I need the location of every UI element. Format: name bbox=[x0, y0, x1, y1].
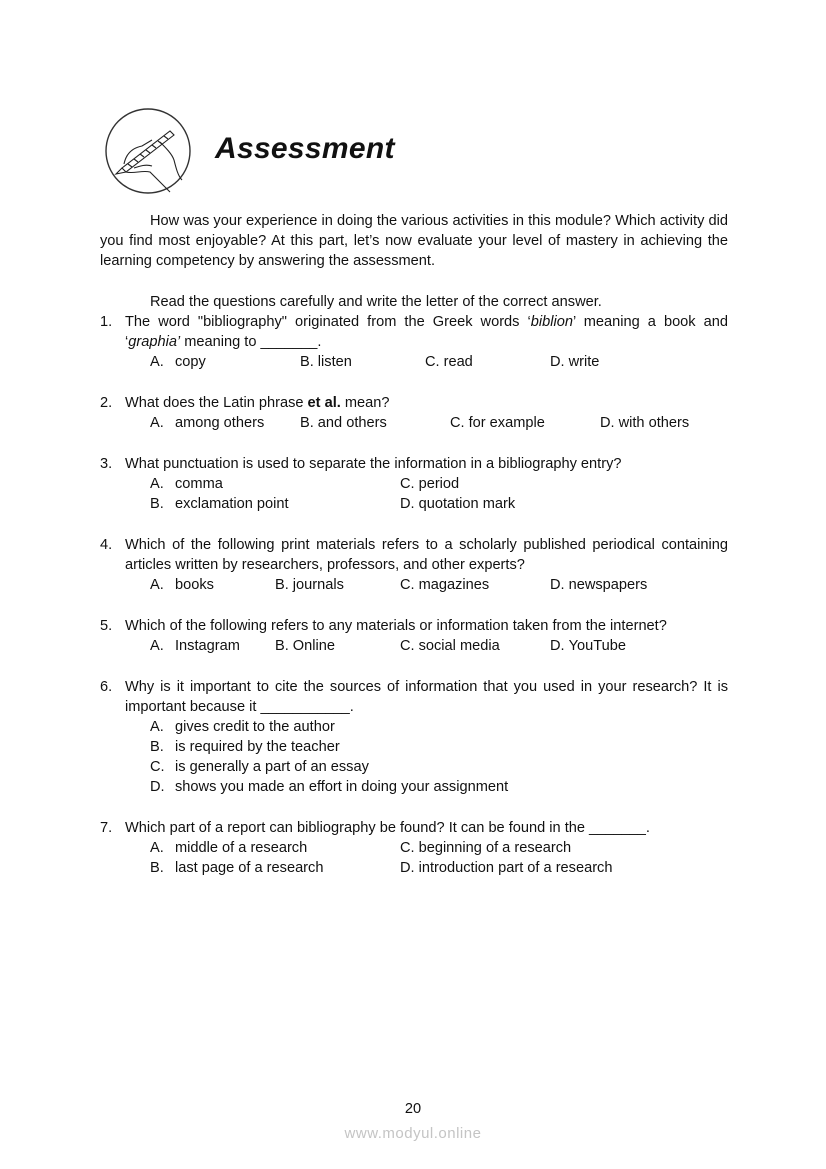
question-number: 7. bbox=[100, 820, 113, 836]
option-d: D. shows you made an effort in doing your assignment bbox=[150, 779, 509, 795]
question-number: 2. bbox=[100, 395, 113, 411]
question-2 bbox=[100, 393, 728, 433]
options-row bbox=[100, 636, 728, 656]
question-stem: What punctuation is used to separate the information in a bibliography entry? bbox=[125, 456, 622, 472]
intro-paragraph bbox=[100, 211, 728, 271]
question-stem: Which of the following refers to any materials or information taken from the internet? bbox=[125, 618, 667, 634]
question-stem: Why is it important to cite the sources of information that you used in your research? It is important because it ___________. bbox=[125, 679, 728, 715]
option-a: A. among others bbox=[150, 415, 265, 431]
option-b: B. is required by the teacher bbox=[150, 739, 340, 755]
option-d: D. YouTube bbox=[550, 638, 626, 654]
options-row bbox=[100, 352, 728, 372]
question-1 bbox=[100, 312, 728, 372]
option-d: D. introduction part of a research bbox=[400, 860, 613, 876]
instruction-text: Read the questions carefully and write the letter of the correct answer. bbox=[150, 294, 602, 310]
options-row bbox=[100, 494, 728, 514]
option-c: C. read bbox=[425, 354, 473, 370]
option-c: C. magazines bbox=[400, 577, 490, 593]
option-a: A. books bbox=[150, 577, 214, 593]
question-stem: Which of the following print materials refers to a scholarly published periodical containing articles written by researchers, professors, and other experts? bbox=[125, 537, 728, 573]
question-number: 5. bbox=[100, 618, 113, 634]
options-row bbox=[100, 474, 728, 494]
question-6 bbox=[100, 677, 728, 797]
option-b: B. exclamation point bbox=[150, 496, 289, 512]
option-b: B. last page of a research bbox=[150, 860, 324, 876]
question-number: 6. bbox=[100, 679, 113, 695]
intro-text: How was your experience in doing the various activities in this module? Which activity did you find most enjoyable? At this part, let’s now evaluate your level of mastery in achieving the learning competency by answering the assessment. bbox=[100, 213, 728, 269]
option-d: D. with others bbox=[600, 415, 690, 431]
question-3 bbox=[100, 454, 728, 514]
option-c: C. social media bbox=[400, 638, 500, 654]
page-number: 20 bbox=[404, 1101, 422, 1117]
question-stem: The word "bibliography" originated from the Greek words ‘biblion’ meaning a book and ‘graphia’ meaning to _______. bbox=[125, 314, 729, 350]
question-4 bbox=[100, 535, 728, 595]
question-number: 3. bbox=[100, 456, 113, 472]
section-header bbox=[104, 106, 504, 198]
options-row bbox=[100, 838, 728, 858]
page-title: Assessment bbox=[215, 132, 395, 165]
option-a: A. gives credit to the author bbox=[150, 719, 335, 735]
question-5 bbox=[100, 616, 728, 656]
option-c: C. beginning of a research bbox=[400, 840, 572, 856]
option-a: A. comma bbox=[150, 476, 223, 492]
option-d: D. write bbox=[550, 354, 600, 370]
question-number: 4. bbox=[100, 537, 113, 553]
question-stem: Which part of a report can bibliography be found? It can be found in the _______. bbox=[125, 820, 650, 836]
question-stem: What does the Latin phrase et al. mean? bbox=[125, 395, 390, 411]
option-a: A. middle of a research bbox=[150, 840, 308, 856]
option-d: D. quotation mark bbox=[400, 496, 516, 512]
watermark: www.modyul.online bbox=[344, 1125, 482, 1142]
option-a: A. copy bbox=[150, 354, 206, 370]
option-a: A. Instagram bbox=[150, 638, 240, 654]
option-c: C. period bbox=[400, 476, 460, 492]
options-row bbox=[100, 858, 728, 878]
options-row bbox=[100, 575, 728, 595]
options-row bbox=[100, 413, 728, 433]
option-c: C. is generally a part of an essay bbox=[150, 759, 369, 775]
option-d: D. newspapers bbox=[550, 577, 648, 593]
question-number: 1. bbox=[100, 314, 113, 330]
question-7 bbox=[100, 818, 728, 878]
hand-writing-pencil-icon bbox=[104, 106, 194, 196]
option-b: B. journals bbox=[275, 577, 344, 593]
option-b: B. listen bbox=[300, 354, 352, 370]
option-b: B. Online bbox=[275, 638, 335, 654]
option-b: B. and others bbox=[300, 415, 387, 431]
option-c: C. for example bbox=[450, 415, 545, 431]
